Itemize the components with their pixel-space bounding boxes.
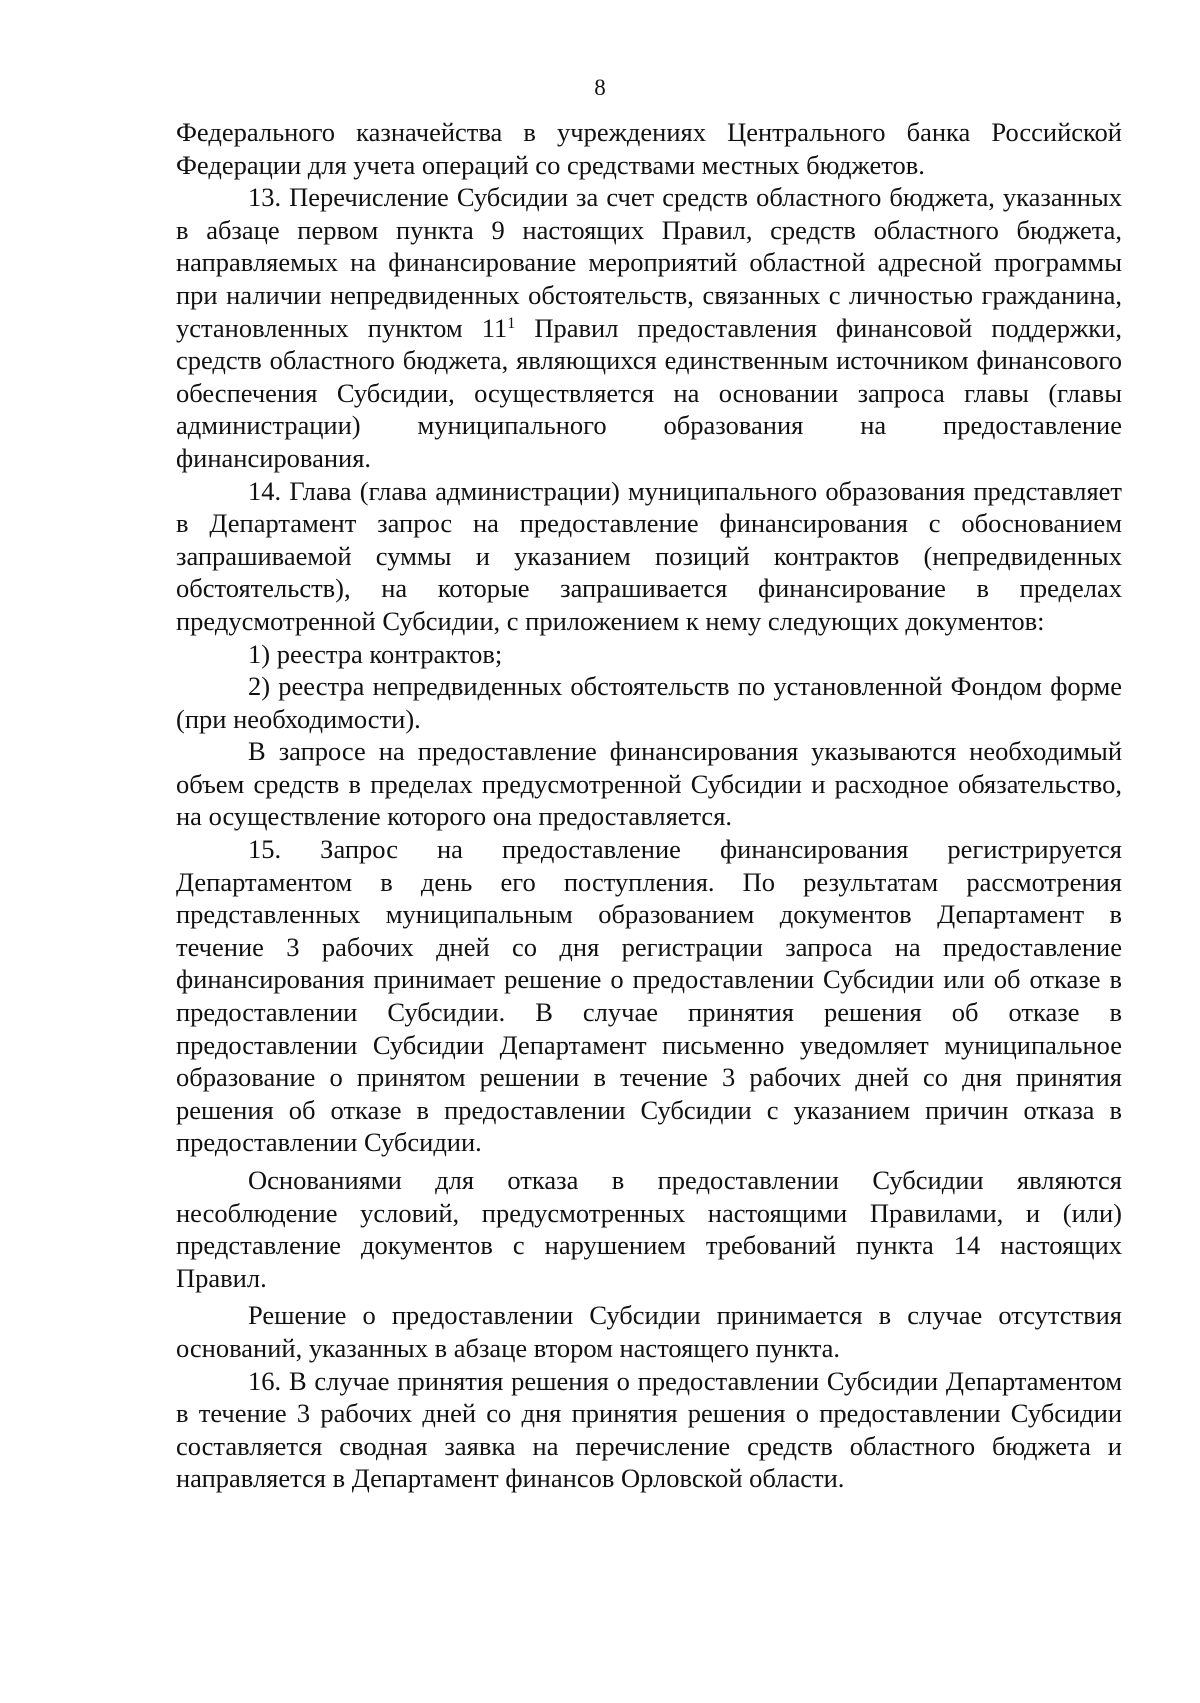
paragraph-item-15: 15. Запрос на предоставление финансирования регистрируется Департаментом в день его поступления. По результатам рассмотрения представленных муниципальным образованием документов Департамент в течение 3 рабочих дней со дня регистрации запроса на предоставление финансирования принимает решение о предоставлении Субсидии или об отказе в предоставлении Субсидии. В случае принятия решения об отказе в предоставлении Субсидии Департамент письменно уведомляет муниципальное образование о принятом решении в течение 3 рабочих дней со дня принятия решения об отказе в предоставлении Субсидии с указанием причин отказа в предоставлении Субсидии. [176, 834, 1122, 1158]
list-item-2: 2) реестра непредвиденных обстоятельств по установленной Фондом форме (при необходимости). [176, 671, 1122, 734]
paragraph-item-14: 14. Глава (глава администрации) муниципального образования представляет в Департамент запрос на предоставление финансирования с обоснованием запрашиваемой суммы и указанием позиций контрактов (непредвиденных обстоятельств), на которые запрашивается финансирование в пределах предусмотренной Субсидии, с приложением к нему следующих документов: [176, 475, 1122, 636]
superscript-footnote: 1 [507, 314, 516, 332]
page-number: 8 [594, 75, 606, 100]
paragraph-refusal-grounds: Основаниями для отказа в предоставлении Субсидии являются несоблюдение условий, предусмотренных настоящими Правилами, и (или) представление документов с нарушением требований пункта 14 настоящих Правил. [176, 1165, 1122, 1293]
paragraph-item-13-text: 13. Перечисление Субсидии за счет средств областного бюджета, указанных в абзаце первом пункта 9 настоящих Правил, средств областного бюджета, направляемых на финансирование мероприятий областной адресной программы при наличии непредвиденных обстоятельств, связанных с личностью гражданина, установленных пунктом 11 [176, 182, 1122, 343]
document-body [176, 116, 1122, 1495]
list-item-1: 1) реестра контрактов; [248, 638, 503, 669]
paragraph-request-contents: В запросе на предоставление финансирования указываются необходимый объем средств в пределах предусмотренной Субсидии и расходное обязательство, на осуществление которого она предоставляется. [176, 736, 1122, 832]
paragraph-decision: Решение о предоставлении Субсидии принимается в случае отсутствия оснований, указанных в абзаце втором настоящего пункта. [176, 1300, 1122, 1363]
paragraph-item-16: 16. В случае принятия решения о предоставлении Субсидии Департаментом в течение 3 рабочих дней со дня принятия решения о предоставлении Субсидии составляется сводная заявка на перечисление средств областного бюджета и направляется в Департамент финансов Орловской области. [176, 1365, 1122, 1494]
paragraph-item-13 [176, 181, 1122, 474]
paragraph-continuation: Федерального казначейства в учреждениях Центрального банка Российской Федерации для учета операций со средствами местных бюджетов. [176, 117, 1122, 180]
paragraph-item-13-text-cont: Правил предоставления финансовой поддержки, средств областного бюджета, являющихся единственным источником финансового обеспечения Субсидии, осуществляется на основании запроса главы (главы администрации) муниципального образования на предоставление финансирования. [176, 312, 1122, 473]
